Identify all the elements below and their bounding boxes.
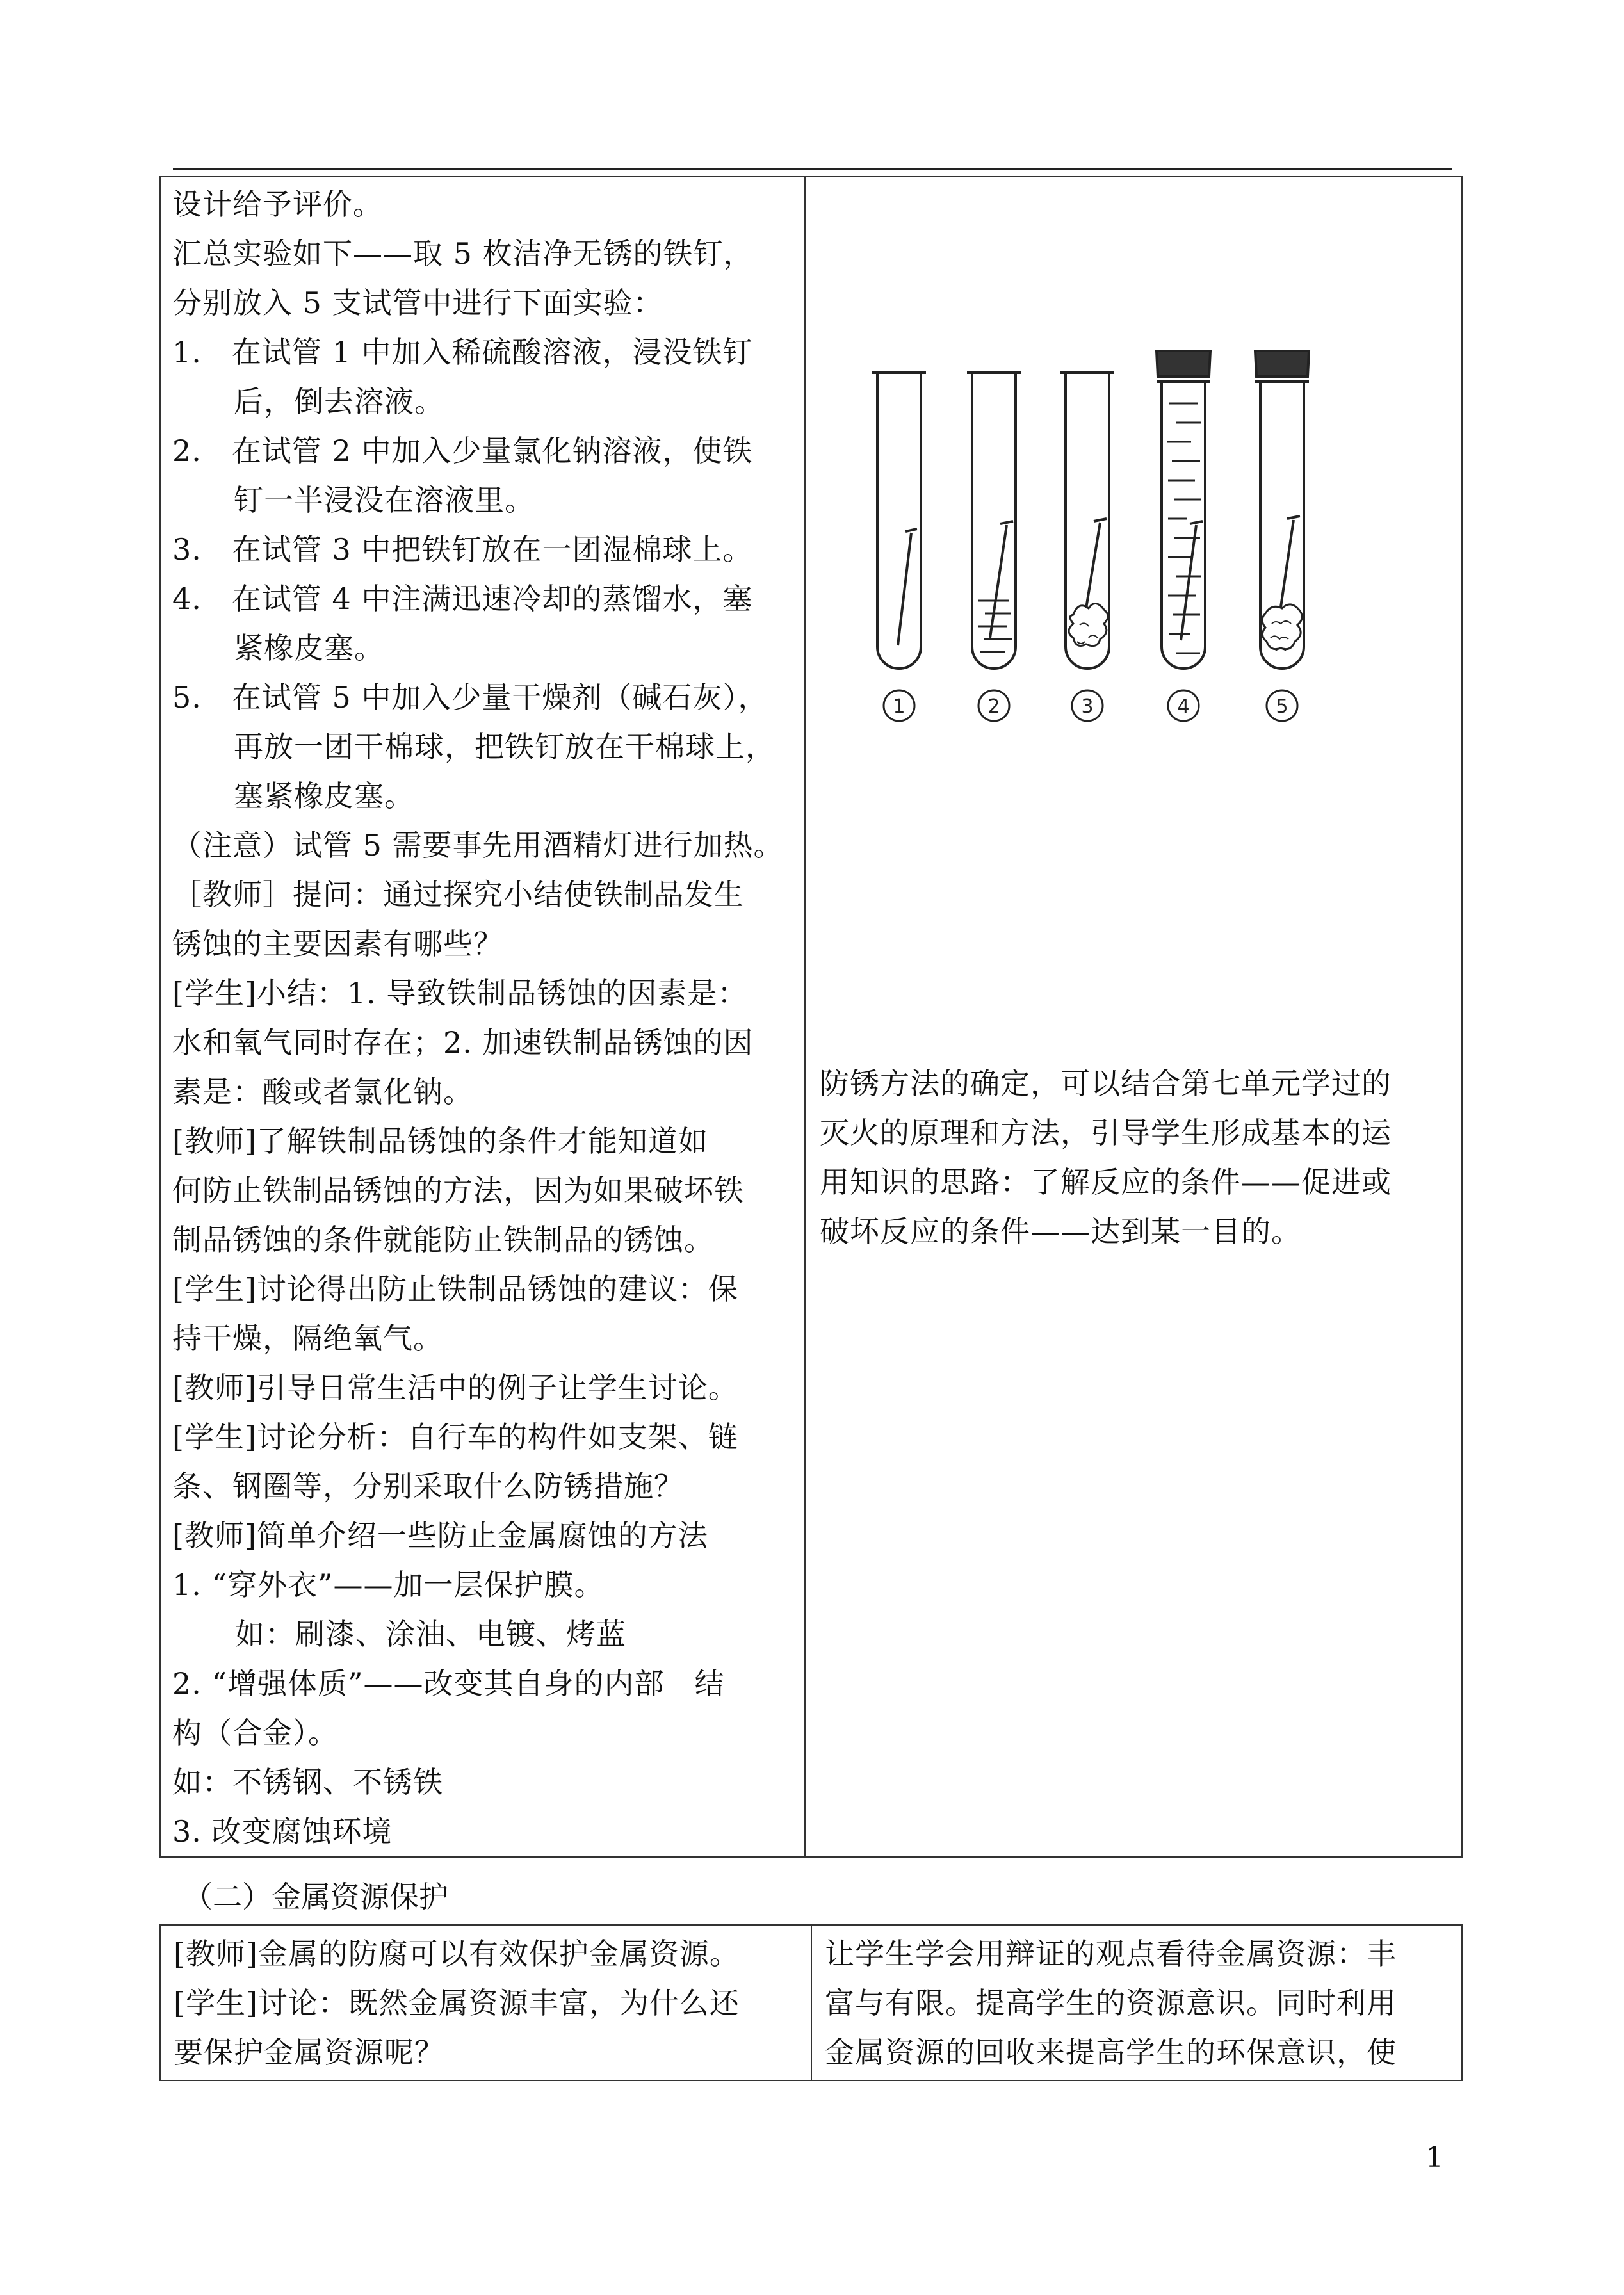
text-line: 金属资源的回收来提高学生的环保意识，使 (825, 2035, 1397, 2070)
teaching-activities-cell (160, 177, 805, 1857)
teacher-line: [教师]简单介绍一些防止金属腐蚀的方法 (172, 1518, 708, 1553)
text-line: 分别放入 5 支试管中进行下面实验： (172, 286, 663, 320)
text-line: 灭火的原理和方法，引导学生形成基本的运 (820, 1115, 1392, 1150)
text-line: 汇总实验如下——取 5 枚洁净无锈的铁钉， (172, 236, 754, 271)
test-tube-3 (1060, 373, 1114, 669)
teaching-activities-cell (160, 1925, 811, 2080)
tube-label-2: 2 (987, 695, 1000, 718)
teacher-line: [教师]金属的防腐可以有效保护金属资源。 (174, 1936, 740, 1971)
text-line: 要保护金属资源呢？ (174, 2035, 444, 2070)
text-line: 破坏反应的条件——达到某一目的。 (820, 1214, 1301, 1249)
text-line: 何防止铁制品锈蚀的方法，因为如果破坏铁 (172, 1173, 744, 1208)
tube-label-3: 3 (1081, 695, 1094, 718)
teacher-question-line: ［教师］提问：通过探究小结使铁制品发生 (172, 877, 744, 912)
test-tube-4 (1157, 351, 1210, 669)
step-2-line: 2. 在试管 2 中加入少量氯化钠溶液，使铁 (172, 434, 753, 468)
student-line: [学生]讨论：既然金属资源丰富，为什么还 (174, 1986, 740, 2020)
teacher-line: [教师]引导日常生活中的例子让学生讨论。 (172, 1370, 738, 1405)
text-line: 后，倒去溶液。 (234, 384, 444, 419)
text-line: 防锈方法的确定，可以结合第七单元学过的 (820, 1066, 1392, 1101)
text-line: 持干燥，隔绝氧气。 (172, 1321, 443, 1356)
step-5-line: 5. 在试管 5 中加入少量干燥剂（碱石灰）， (172, 680, 768, 715)
text-line: 让学生学会用辩证的观点看待金属资源：丰 (825, 1936, 1397, 1971)
note-line: （注意）试管 5 需要事先用酒精灯进行加热。 (172, 828, 784, 863)
text-line: 钉一半浸没在溶液里。 (234, 483, 535, 517)
method-1-line: 1. “穿外衣”——加一层保护膜。 (172, 1568, 605, 1602)
step-3-line: 3. 在试管 3 中把铁钉放在一团湿棉球上。 (172, 532, 753, 567)
page-number: 1 (1425, 2141, 1443, 2174)
example-line: 如：不锈钢、不锈铁 (172, 1765, 443, 1799)
student-summary-line: [学生]小结：1. 导致铁制品锈蚀的因素是： (172, 976, 748, 1010)
step-4-line: 4. 在试管 4 中注满迅速冷却的蒸馏水，塞 (172, 581, 753, 616)
tube-label-5: 5 (1276, 695, 1288, 718)
method-2-line: 2. “增强体质”——改变其自身的内部 结 (172, 1666, 725, 1701)
text-line: 制品锈蚀的条件就能防止铁制品的锈蚀。 (172, 1222, 714, 1257)
text-line: 用知识的思路：了解反应的条件——促进或 (820, 1165, 1392, 1199)
section-title: （二）金属资源保护 (183, 1879, 448, 1914)
design-intent-cell (811, 1925, 1462, 2080)
step-1-line: 1. 在试管 1 中加入稀硫酸溶液，浸没铁钉 (172, 335, 753, 369)
text-line: 素是：酸或者氯化钠。 (172, 1075, 473, 1109)
header-rule (173, 168, 1452, 170)
student-line: [学生]讨论得出防止铁制品锈蚀的建议：保 (172, 1272, 738, 1306)
text-line: 水和氧气同时存在；2. 加速铁制品锈蚀的因 (172, 1025, 754, 1060)
text-line: 再放一团干棉球，把铁钉放在干棉球上， (234, 729, 775, 764)
student-line: [学生]讨论分析：自行车的构件如支架、链 (172, 1420, 738, 1454)
text-line: 紧橡皮塞。 (234, 631, 384, 665)
text-line: 锈蚀的主要因素有哪些？ (172, 927, 503, 961)
test-tubes-figure (858, 339, 1383, 736)
text-line: 塞紧橡皮塞。 (234, 779, 414, 813)
text-line: 富与有限。提高学生的资源意识。同时利用 (825, 1986, 1397, 2020)
method-3-line: 3. 改变腐蚀环境 (172, 1814, 393, 1849)
test-tube-5 (1255, 351, 1309, 669)
text-line: 条、钢圈等，分别采取什么防锈措施？ (172, 1469, 684, 1504)
teacher-line: [教师]了解铁制品锈蚀的条件才能知道如 (172, 1124, 708, 1158)
tube-label-4: 4 (1177, 695, 1190, 718)
example-line: 如：刷漆、涂油、电镀、烤蓝 (235, 1617, 626, 1651)
test-tube-2 (967, 373, 1021, 669)
test-tube-1 (872, 373, 926, 669)
tube-label-1: 1 (893, 695, 905, 718)
lesson-table-2 (159, 1924, 1463, 2081)
text-line: 设计给予评价。 (172, 187, 383, 222)
text-line: 构（合金）。 (172, 1715, 338, 1750)
